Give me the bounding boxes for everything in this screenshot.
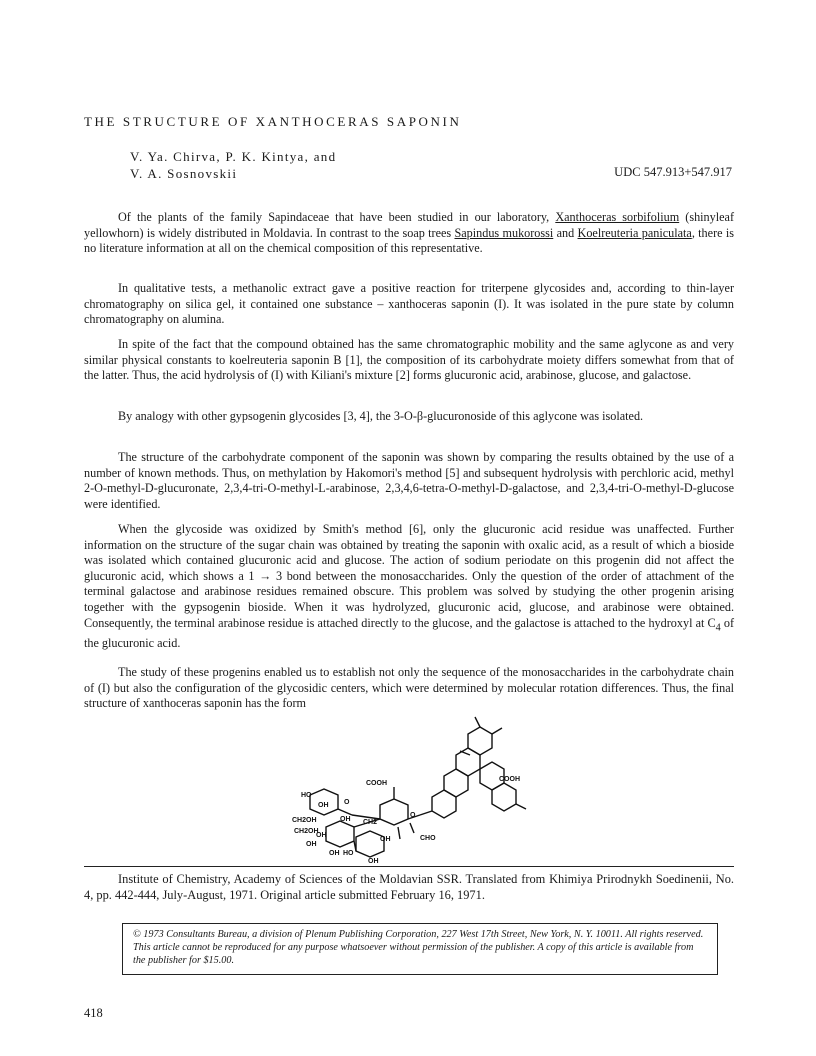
p5-text: The structure of the carbohydrate component of the saponin was shown by comparing the results obtained by the use of a number of known methods. Thus, on methylation by Hakomori's method [5] and subsequent hydrolysis with perchloric acid, methyl 2-O-methyl-D-glucuronate, 2,3,4-tri-O-methyl-L-arabinose, 2,3,4,6-tetra-O-methyl-D-galactose, and 2,3,4-tri-O-methyl-D-glucose were identified. <box>84 450 734 511</box>
species-xanthoceras: Xanthoceras sorbifolium <box>555 210 680 224</box>
copyright-box <box>122 923 718 975</box>
author-list <box>130 148 336 182</box>
label-ch2: CH2 <box>363 819 378 826</box>
p7-text: The study of these progenins enabled us to establish not only the sequence of the monosaccharides in the carbohydrate chain of (I) but also the configuration of the glycosidic centers, which were determined by molecular rotation differences. Thus, the final structure of xanthoceras saponin has the form <box>84 665 734 711</box>
footnote-text: Institute of Chemistry, Academy of Sciences of the Moldavian SSR. Translated from Khimiya Prirodnykh Soedinenii, No. 4, pp. 442-444, July-August, 1971. Original article submitted February 16, 1971. <box>84 872 734 902</box>
p2-text: In qualitative tests, a methanolic extract gave a positive reaction for triterpene glycosides and, according to thin-layer chromatography on silica gel, it contained one substance – xanthoceras saponin (I). It was isolated in the pure state by column chromatography on alumina. <box>84 281 734 327</box>
p1-text-2: (shinyleaf yellowhorn) is widely distributed in Moldavia. In contrast to the soap trees <box>84 210 735 240</box>
paragraph-2 <box>84 281 734 328</box>
label-oh-4: OH <box>306 841 317 848</box>
p6-subscript: 4 <box>715 622 721 633</box>
p6-text-2: of the glucuronic acid. <box>84 615 734 650</box>
paragraph-3 <box>84 337 734 384</box>
p1-text-4: , there is no literature information at all on the chemical composition of this representative. <box>84 225 734 256</box>
structure-bonds <box>310 717 526 857</box>
label-cooh-right: COOH <box>499 776 520 783</box>
p6-text-1: When the glycoside was oxidized by Smith's method [6], only the glucuronic acid residue was unaffected. Further information on the structure of the sugar chain was obtained by treating the saponin with oxalic acid, as a result of which a bioside was isolated which contained glucuronic acid and glucose. The action of sodium periodate on this progenin did not affect the glucuronic acid, which shows a 1 → 3 bond between the monosaccharides. Only the question of the order of attachment of the terminal galactose and arabinose residues remained obscure. This problem was solved by studying the other progenin arising together with the gypsogenin bioside. When it was hydrolyzed, glucuronic acid, glucose, and arabinose were obtained. Consequently, the terminal arabinose residue is attached directly to the glucose, and the galactose is attached to the hydroxyl at C <box>84 522 734 630</box>
paragraph-6 <box>84 522 734 651</box>
label-ho: HO <box>301 792 312 799</box>
species-koelreuteria: Koelreuteria paniculata <box>577 225 692 240</box>
label-oh-1: OH <box>318 802 329 809</box>
udc-code: UDC 547.913+547.917 <box>614 165 732 179</box>
page-number: 418 <box>84 1006 103 1020</box>
label-o-2: O <box>410 812 416 819</box>
species-sapindus: Sapindus mukorossi <box>454 225 554 240</box>
saponin-structure-diagram <box>280 715 550 865</box>
footnote <box>84 871 734 903</box>
label-cho: CHO <box>420 835 436 842</box>
author-line-1: V. Ya. Chirva, P. K. Kintya, and <box>130 149 337 164</box>
paragraph-5 <box>84 450 734 512</box>
p1-text-1: Of the plants of the family Sapindaceae that have been studied in our laboratory, <box>118 210 556 224</box>
label-cooh-top: COOH <box>366 780 387 787</box>
p1-text-3: and <box>553 225 578 240</box>
paragraph-7 <box>84 665 734 712</box>
author-line-2: V. A. Sosnovskii <box>130 166 238 181</box>
label-ch2oh-1: CH2OH <box>292 817 317 824</box>
article-title: THE STRUCTURE OF XANTHOCERAS SAPONIN <box>84 114 462 129</box>
paragraph-4 <box>84 409 734 425</box>
label-oh-5: OH <box>380 836 391 843</box>
label-oh-7: OH <box>368 858 379 865</box>
paragraph-1 <box>84 210 734 257</box>
p4-text: By analogy with other gypsogenin glycosides [3, 4], the 3-O-β-glucuronoside of this aglycone was isolated. <box>118 409 644 423</box>
label-o-1: O <box>344 799 350 806</box>
label-oh-6: OH <box>329 850 340 857</box>
label-ch2oh-2: CH2OH <box>294 828 319 835</box>
p3-text: In spite of the fact that the compound obtained has the same chromatographic mobility and the same aglycone as and very similar physical constants to koelreuteria saponin B [1], the composition of its carbohydrate moiety differs somewhat from that of the latter. Thus, the acid hydrolysis of (I) with Kiliani's mixture [2] forms glucuronic acid, arabinose, glucose, and galactose. <box>84 337 734 383</box>
copyright-text: © 1973 Consultants Bureau, a division of Plenum Publishing Corporation, 227 West 17th Street, New York, N. Y. 10011. All rights reserved. This article cannot be reproduced for any purpose whatsoever without permission of the publisher. A copy of this article is available from the publisher for $15.00. <box>133 929 704 966</box>
label-ho-bottom: HO <box>343 850 354 857</box>
label-oh-2: OH <box>340 816 351 823</box>
footnote-rule <box>84 866 734 867</box>
label-oh-3: OH <box>316 832 327 839</box>
